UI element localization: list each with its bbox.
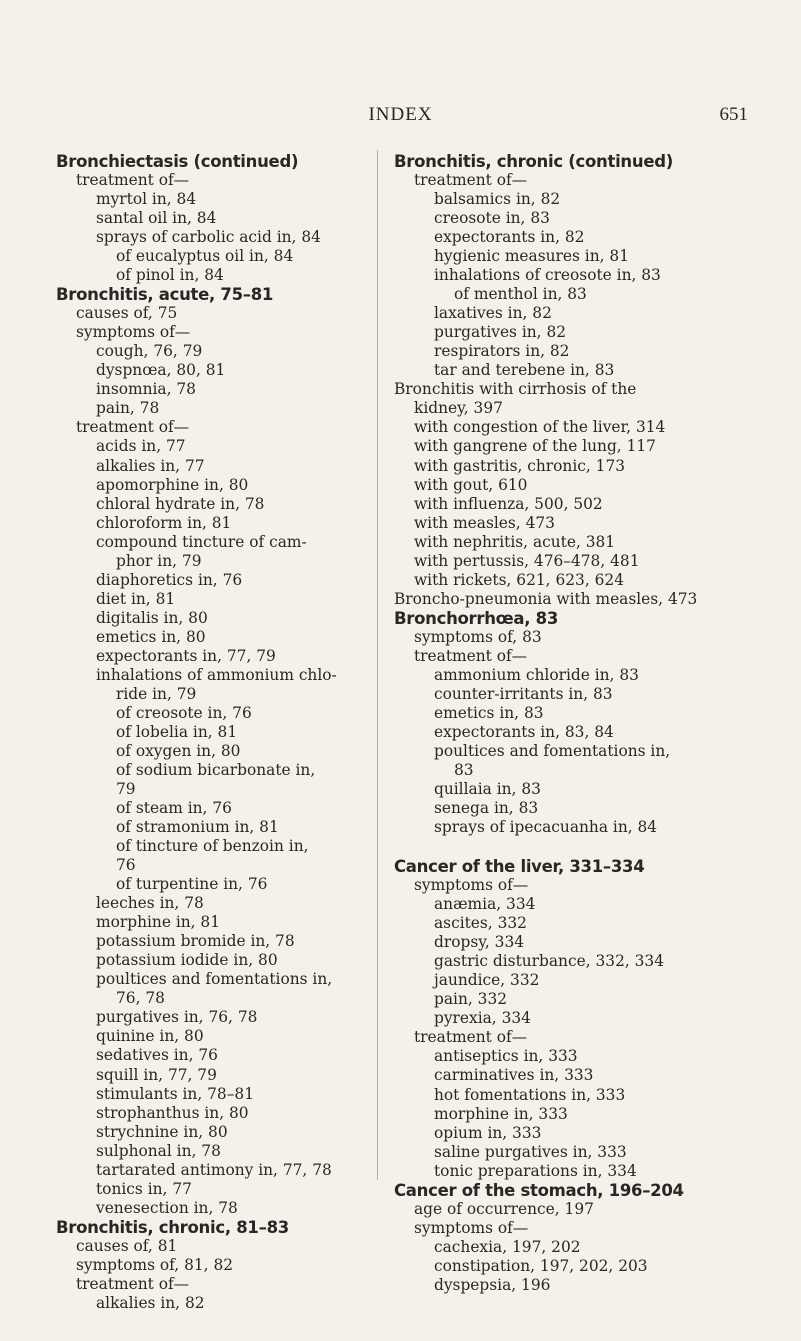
page-header xyxy=(0,104,801,134)
index-subentry: pyrexia, 334 xyxy=(434,1009,531,1028)
index-subentry: with influenza, 500, 502 xyxy=(414,494,603,513)
page-number: 651 xyxy=(719,104,748,125)
index-subentry: sprays of carbolic acid in, 84 xyxy=(96,228,321,247)
index-subentry: of turpentine in, 76 xyxy=(116,875,268,894)
index-subentry: age of occurrence, 197 xyxy=(414,1199,594,1218)
entry-gap xyxy=(394,837,739,857)
running-title: INDEX xyxy=(368,104,433,125)
index-subentry: chloroform in, 81 xyxy=(96,513,232,532)
index-subentry: respirators in, 82 xyxy=(434,342,570,361)
column-divider xyxy=(377,150,378,1180)
index-heading: Bronchitis, chronic, 81–83 xyxy=(56,1217,289,1237)
index-subentry: with gangrene of the lung, 117 xyxy=(414,437,656,456)
index-subentry: 76, 78 xyxy=(116,989,165,1008)
index-subentry: symptoms of— xyxy=(414,876,529,895)
index-subentry: stimulants in, 78–81 xyxy=(96,1084,254,1103)
index-subentry: treatment of— xyxy=(414,1028,528,1047)
index-subentry: with gastritis, chronic, 173 xyxy=(414,456,626,475)
index-subentry: treatment of— xyxy=(76,171,190,190)
index-subentry: tar and terebene in, 83 xyxy=(434,361,615,380)
index-subentry: expectorants in, 77, 79 xyxy=(96,646,276,665)
index-subentry: purgatives in, 76, 78 xyxy=(96,1008,258,1027)
index-subentry: with gout, 610 xyxy=(414,475,528,494)
index-subentry: tonics in, 77 xyxy=(96,1179,192,1198)
index-subentry: morphine in, 81 xyxy=(96,913,221,932)
index-subentry: tartarated antimony in, 77, 78 xyxy=(96,1160,332,1179)
index-subentry: sedatives in, 76 xyxy=(96,1046,218,1065)
index-column-left xyxy=(56,152,391,1313)
index-subentry: acids in, 77 xyxy=(96,437,186,456)
index-subentry: venesection in, 78 xyxy=(96,1198,238,1217)
index-subentry: compound tincture of cam- xyxy=(96,532,307,551)
index-subentry: of stramonium in, 81 xyxy=(116,818,279,837)
index-heading: Bronchitis, acute, 75–81 xyxy=(56,285,274,305)
index-subentry: purgatives in, 82 xyxy=(434,323,567,342)
index-subentry: pain, 78 xyxy=(96,399,160,418)
index-subentry: emetics in, 80 xyxy=(96,627,206,646)
index-subentry: dyspnœa, 80, 81 xyxy=(96,361,226,380)
index-subentry: hygienic measures in, 81 xyxy=(434,247,629,266)
index-main-entry: Broncho-pneumonia with measles, 473 xyxy=(394,589,698,608)
index-subentry: gastric disturbance, 332, 334 xyxy=(434,952,665,971)
index-subentry: cough, 76, 79 xyxy=(96,342,203,361)
index-subentry: dyspepsia, 196 xyxy=(434,1275,551,1294)
index-heading: Cancer of the stomach, 196–204 xyxy=(394,1180,684,1200)
index-subentry: strophanthus in, 80 xyxy=(96,1103,249,1122)
index-subentry: diet in, 81 xyxy=(96,589,176,608)
index-subentry: morphine in, 333 xyxy=(434,1104,568,1123)
index-subentry: causes of, 81 xyxy=(76,1236,178,1255)
index-subentry: hot fomentations in, 333 xyxy=(434,1085,626,1104)
index-subentry: myrtol in, 84 xyxy=(96,190,197,209)
index-subentry: alkalies in, 77 xyxy=(96,456,205,475)
index-subentry: expectorants in, 82 xyxy=(434,228,585,247)
index-subentry: digitalis in, 80 xyxy=(96,608,208,627)
index-subentry: opium in, 333 xyxy=(434,1123,542,1142)
index-subentry: of pinol in, 84 xyxy=(116,266,224,285)
index-subentry: of steam in, 76 xyxy=(116,799,232,818)
index-subentry: sprays of ipecacuanha in, 84 xyxy=(434,818,658,837)
index-subentry: 83 xyxy=(454,761,474,779)
index-subentry: cachexia, 197, 202 xyxy=(434,1237,581,1256)
index-subentry: inhalations of creosote in, 83 xyxy=(434,266,661,285)
index-subentry: causes of, 75 xyxy=(76,304,178,323)
index-subentry: chloral hydrate in, 78 xyxy=(96,494,265,513)
index-subentry: of tincture of benzoin in, xyxy=(116,837,309,856)
index-subentry: santal oil in, 84 xyxy=(96,209,217,228)
index-subentry: leeches in, 78 xyxy=(96,894,204,913)
index-subentry: with congestion of the liver, 314 xyxy=(414,418,666,437)
index-subentry: insomnia, 78 xyxy=(96,380,196,399)
index-subentry: alkalies in, 82 xyxy=(96,1293,205,1312)
index-subentry: ascites, 332 xyxy=(434,914,527,933)
index-subentry: poultices and fomentations in, xyxy=(434,741,671,760)
index-subentry: of oxygen in, 80 xyxy=(116,741,241,760)
index-subentry: treatment of— xyxy=(414,646,528,665)
index-subentry: emetics in, 83 xyxy=(434,703,544,722)
index-subentry: expectorants in, 83, 84 xyxy=(434,722,614,741)
index-subentry: strychnine in, 80 xyxy=(96,1122,228,1141)
index-subentry: anæmia, 334 xyxy=(434,895,536,914)
index-subentry: counter-irritants in, 83 xyxy=(434,684,613,703)
index-main-entry: Bronchitis with cirrhosis of the xyxy=(394,380,637,399)
index-subentry: dropsy, 334 xyxy=(434,933,525,952)
index-subentry: ride in, 79 xyxy=(116,684,197,703)
index-heading: Cancer of the liver, 331–334 xyxy=(394,857,645,877)
index-subentry: laxatives in, 82 xyxy=(434,304,552,323)
index-subentry: with measles, 473 xyxy=(414,513,555,532)
index-subentry: of eucalyptus oil in, 84 xyxy=(116,247,294,266)
index-subentry: creosote in, 83 xyxy=(434,209,550,228)
index-subentry: of menthol in, 83 xyxy=(454,285,587,304)
index-subentry: squill in, 77, 79 xyxy=(96,1065,217,1084)
index-subentry: tonic preparations in, 334 xyxy=(434,1161,637,1180)
index-subentry: symptoms of, 83 xyxy=(414,627,542,646)
index-subentry: symptoms of— xyxy=(414,1218,529,1237)
index-subentry: treatment of— xyxy=(414,171,528,190)
index-subentry: treatment of— xyxy=(76,1274,190,1293)
index-subentry: constipation, 197, 202, 203 xyxy=(434,1256,648,1275)
index-subentry: jaundice, 332 xyxy=(434,971,540,990)
index-subentry: ammonium chloride in, 83 xyxy=(434,665,639,684)
index-subentry: inhalations of ammonium chlo- xyxy=(96,665,337,684)
index-subentry: diaphoretics in, 76 xyxy=(96,570,243,589)
index-subentry: potassium bromide in, 78 xyxy=(96,932,295,951)
index-subentry: apomorphine in, 80 xyxy=(96,475,249,494)
index-heading: Bronchitis, chronic (continued) xyxy=(394,152,673,171)
index-subentry: saline purgatives in, 333 xyxy=(434,1142,627,1161)
index-subentry: treatment of— xyxy=(76,418,190,437)
index-subentry: quillaia in, 83 xyxy=(434,780,541,799)
index-heading: Bronchorrhœa, 83 xyxy=(394,608,559,628)
index-subentry: poultices and fomentations in, xyxy=(96,970,333,989)
index-subentry: of creosote in, 76 xyxy=(116,703,252,722)
index-subentry: sulphonal in, 78 xyxy=(96,1141,221,1160)
index-subentry: with nephritis, acute, 381 xyxy=(414,532,616,551)
index-subentry: symptoms of— xyxy=(76,323,191,342)
index-subentry: quinine in, 80 xyxy=(96,1027,204,1046)
index-subentry: potassium iodide in, 80 xyxy=(96,951,278,970)
index-subentry: symptoms of, 81, 82 xyxy=(76,1255,234,1274)
index-subentry: 79 xyxy=(116,780,136,799)
index-subentry: pain, 332 xyxy=(434,990,508,1009)
index-column-right xyxy=(394,152,739,1295)
index-subentry: kidney, 397 xyxy=(414,399,503,418)
index-subentry: balsamics in, 82 xyxy=(434,190,561,209)
index-subentry: with pertussis, 476–478, 481 xyxy=(414,551,640,570)
index-subentry: with rickets, 621, 623, 624 xyxy=(414,570,624,589)
index-subentry: antiseptics in, 333 xyxy=(434,1047,578,1066)
index-subentry: phor in, 79 xyxy=(116,551,202,570)
index-subentry: 76 xyxy=(116,856,136,875)
index-subentry: carminatives in, 333 xyxy=(434,1066,594,1085)
index-subentry: of lobelia in, 81 xyxy=(116,722,238,741)
index-subentry: of sodium bicarbonate in, xyxy=(116,761,316,779)
index-heading: Bronchiectasis (continued) xyxy=(56,152,299,171)
index-subentry: senega in, 83 xyxy=(434,799,539,818)
